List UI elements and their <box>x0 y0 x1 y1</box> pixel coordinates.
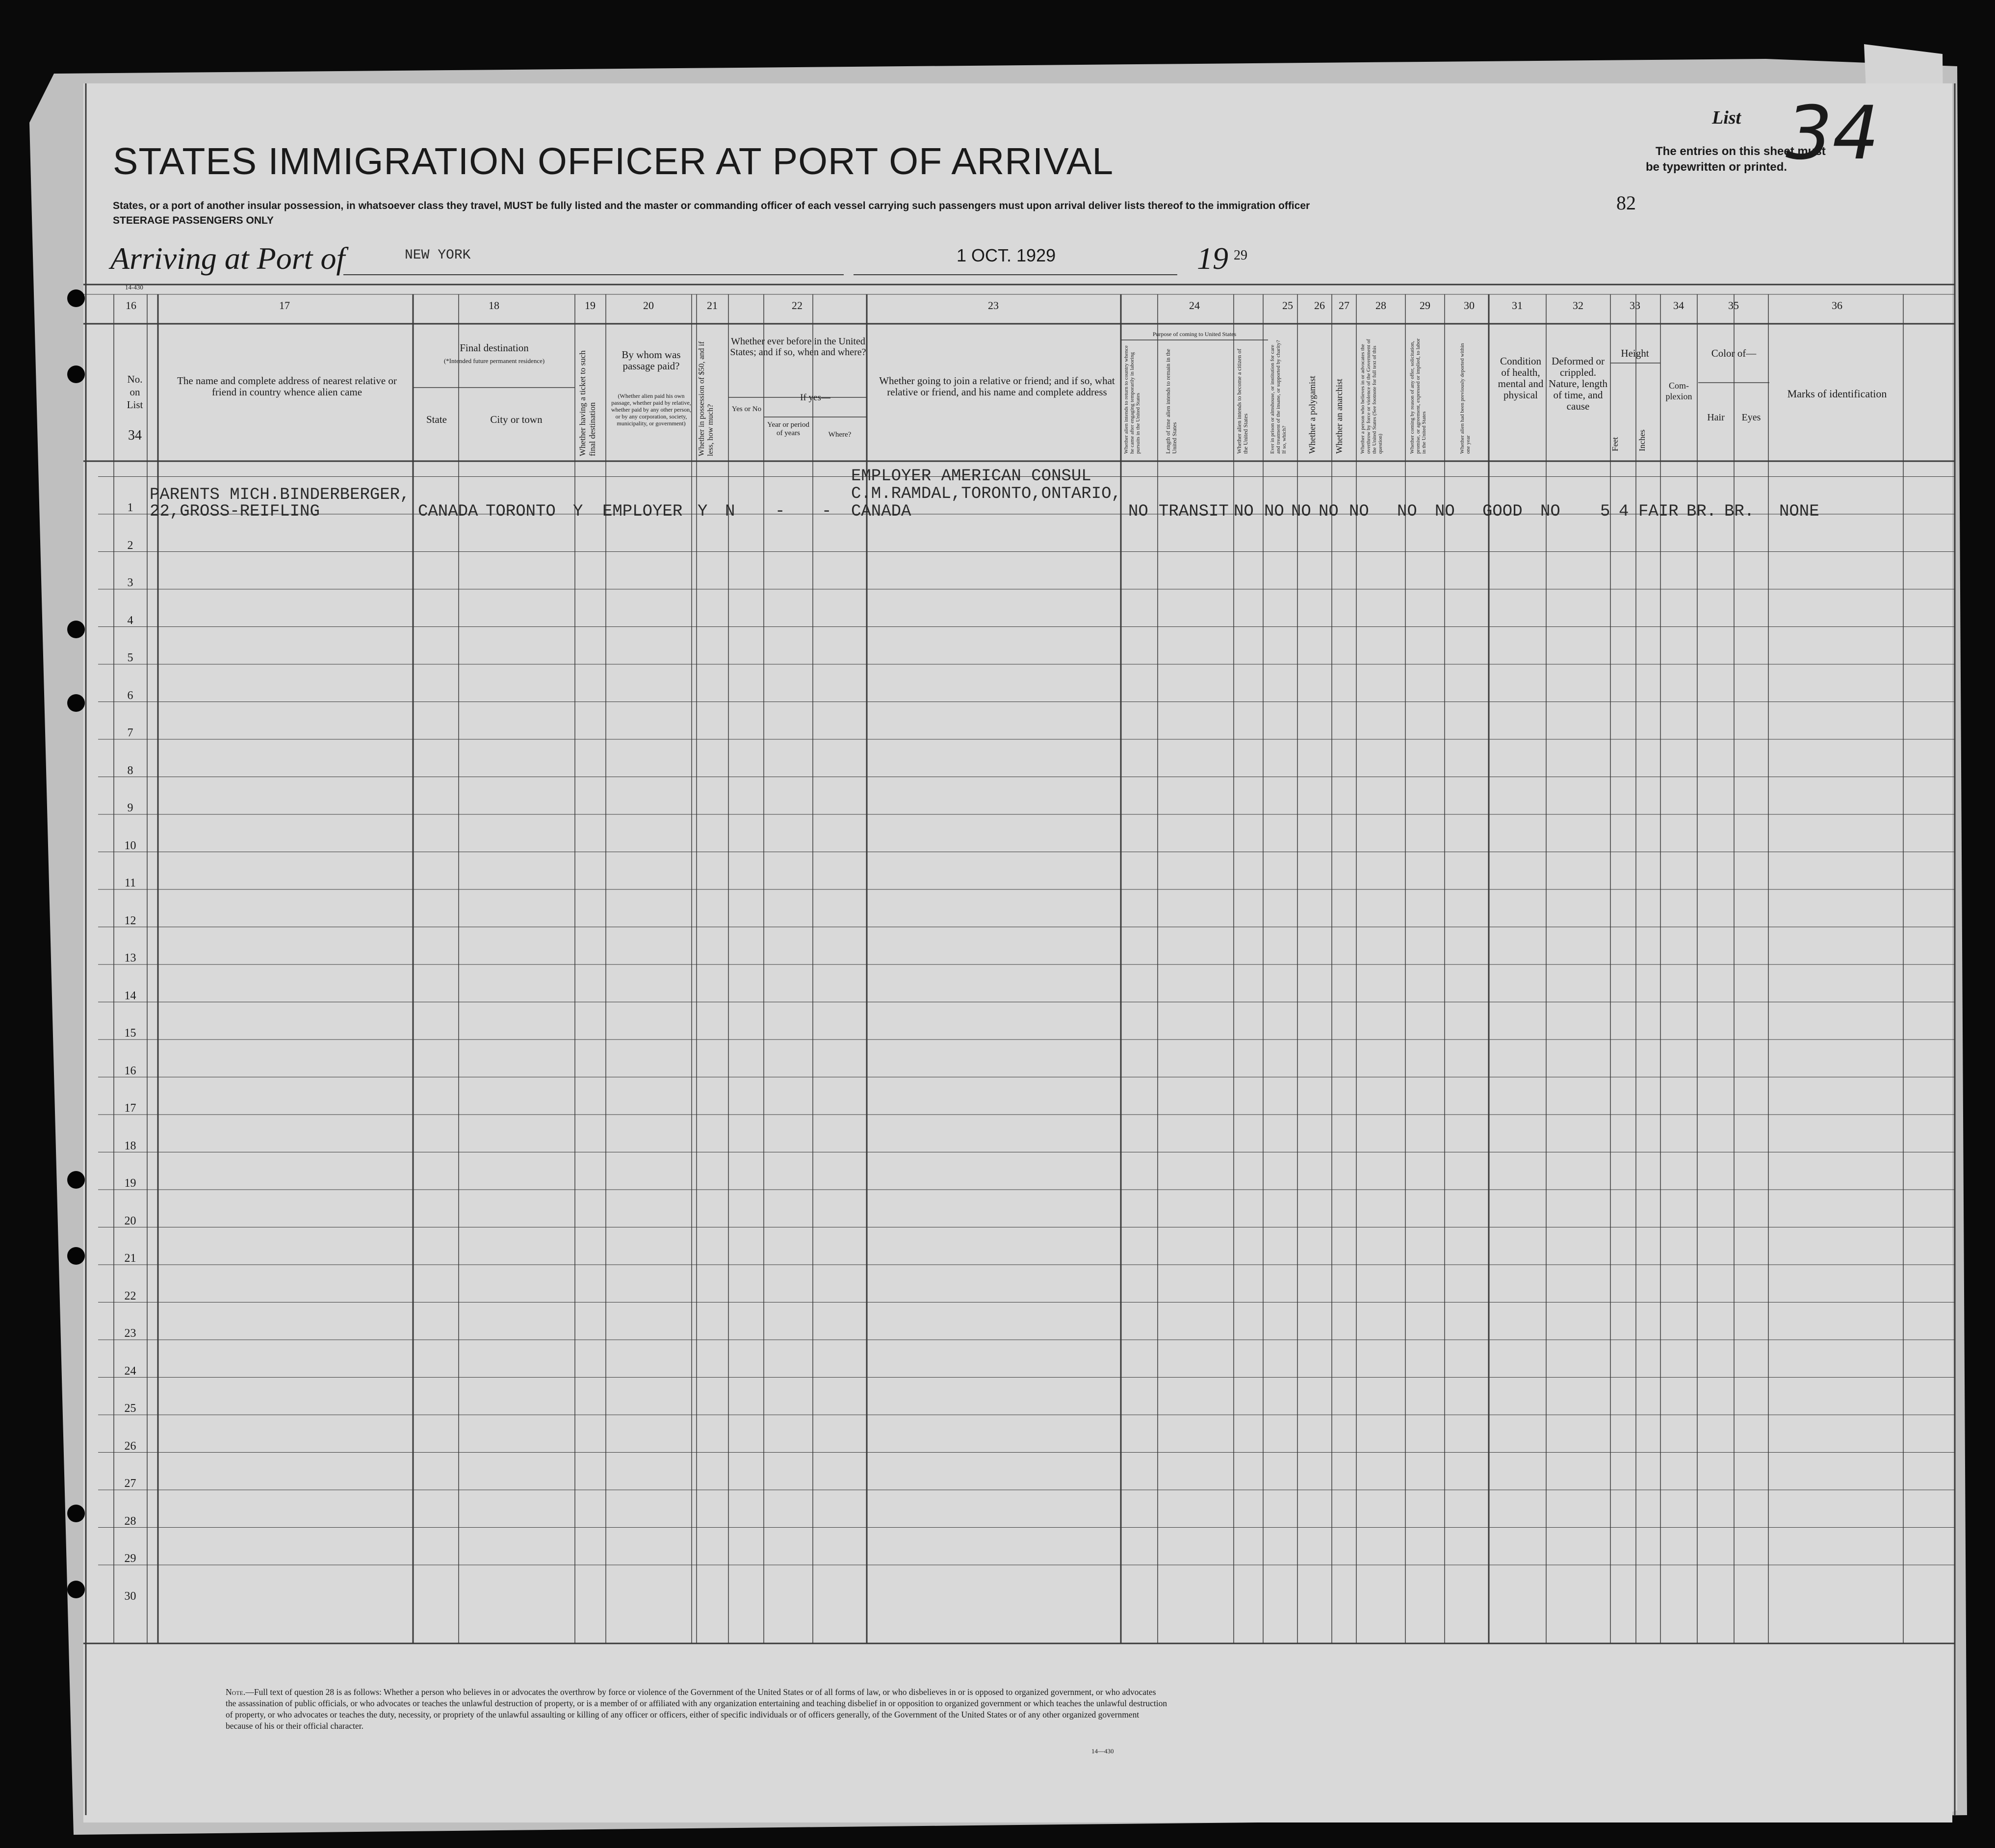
row-number: 5 <box>127 651 133 664</box>
destination-city: TORONTO <box>486 502 556 521</box>
row-number: 28 <box>124 1514 136 1528</box>
column-number: 31 <box>1512 299 1523 312</box>
form-number-top: 14-430 <box>125 284 143 291</box>
col16-no: No. <box>127 373 143 385</box>
column-number: 22 <box>792 299 803 312</box>
prison-value: NO <box>1264 502 1284 521</box>
col35-hair-header: Hair <box>1707 412 1725 423</box>
q30-value: NO <box>1435 502 1455 521</box>
col34-header: Com- plexion <box>1665 381 1692 401</box>
relative-address-line1: PARENTS MICH.BINDERBERGER, <box>150 486 410 504</box>
possession-50-value: Y <box>698 502 708 521</box>
row-number: 26 <box>124 1439 136 1453</box>
relative-address-line2: 22,GROSS-REIFLING <box>150 502 320 521</box>
intends-return-value: NO <box>1128 502 1148 521</box>
col35-eyes-header: Eyes <box>1741 412 1761 423</box>
col25-header: Ever in prison or almshouse, or institution for care and treatment of the insane, or supported by charity? If so, which? <box>1270 340 1287 454</box>
date-value: 1 OCT. 1929 <box>957 245 1056 265</box>
col18-state-header: State <box>426 414 447 425</box>
row-number: 20 <box>124 1214 136 1227</box>
column-number: 18 <box>489 299 499 312</box>
sheet-number: 82 <box>1616 192 1636 214</box>
row-number: 14 <box>124 989 136 1002</box>
joining-line3: CANADA <box>851 502 911 521</box>
column-number: 34 <box>1673 299 1684 312</box>
binding-hole <box>67 1581 85 1598</box>
binding-hole <box>67 289 85 307</box>
col17-header: The name and complete address of nearest relative or friend in country whence alien came <box>177 375 397 398</box>
entries-note-line1: The entries on this sheet must <box>1656 145 1826 158</box>
column-number: 35 <box>1728 299 1739 312</box>
col16-list-number: 34 <box>128 428 142 443</box>
row-number: 10 <box>124 839 136 852</box>
column-number: 16 <box>126 299 136 312</box>
row-number: 8 <box>127 764 133 777</box>
col22-yesno-header: Yes or No <box>731 405 762 413</box>
col21-header: Whether in possession of $50, and if less, how much? <box>698 341 715 456</box>
binding-hole <box>67 621 85 638</box>
passage-paid-by: EMPLOYER <box>602 502 683 521</box>
column-number: 27 <box>1339 299 1349 312</box>
col26-header: Whether a polygamist <box>1307 376 1317 454</box>
port-value: NEW YORK <box>405 248 471 263</box>
column-number: 30 <box>1464 299 1475 312</box>
col32-header: Deformed or crippled. Nature, length of time, and cause <box>1548 355 1608 412</box>
hair-value: BR. <box>1686 502 1717 521</box>
column-number: 24 <box>1189 299 1200 312</box>
q29-value: NO <box>1397 502 1417 521</box>
citizen-value: NO <box>1234 502 1254 521</box>
column-number: 20 <box>643 299 654 312</box>
col35-header: Color of— <box>1711 347 1757 359</box>
arriving-label: Arriving at Port of <box>110 241 345 276</box>
row-number: 29 <box>124 1552 136 1565</box>
page-title: STATES IMMIGRATION OFFICER AT PORT OF ARRIVAL <box>113 140 1114 182</box>
height-inches-value: 4 <box>1619 502 1629 521</box>
col20-header: By whom was passage paid? <box>622 349 681 372</box>
ticket-value: Y <box>573 502 583 521</box>
column-number: 17 <box>279 299 290 312</box>
row-number: 19 <box>124 1177 136 1190</box>
footnote-label: Note. <box>226 1687 246 1697</box>
deformed-value: NO <box>1540 502 1560 521</box>
col19-header: Whether having a ticket to such final destination <box>578 350 597 456</box>
row-number: 7 <box>127 727 133 739</box>
where-value: - <box>822 502 832 521</box>
column-number: 21 <box>707 299 718 312</box>
joining-line1: EMPLOYER AMERICAN CONSUL <box>851 467 1091 486</box>
destination-state: CANADA <box>418 502 478 521</box>
list-number-handwritten: 34 <box>1786 91 1879 176</box>
footnote <box>226 1687 1167 1732</box>
row-number: 25 <box>124 1402 136 1415</box>
eyes-value: BR. <box>1724 502 1755 521</box>
col22-ifyes-header: If yes— <box>800 392 830 403</box>
row-number: 13 <box>124 952 136 964</box>
col18-header: Final destination <box>460 342 529 354</box>
row-number: 15 <box>124 1027 136 1040</box>
col22-where-header: Where? <box>828 431 852 439</box>
col24a-header: Whether alien intends to return to country whence he came after engaging temporarily in laboring pursuits in the United States <box>1123 345 1141 454</box>
col18-subheader: (*Intended future permanent residence) <box>443 357 545 364</box>
footnote-text: —Full text of question 28 is as follows: Whether a person who believes in or advocates the overthrow by force or violence of the Government of the United States or of all forms of law, or who disbelieves in or is opposed to organized government, or who advocates the assassination of public officials, or who advocates or teaches the unlawful destruction of property, or is a member of or affiliated with any organization entertaining and teaching disbelief in or opposition to organized government or which teaches the unlawful destruction of property, or who advocates or teaches the duty, necessity, or propriety of the unlawful assaulting or killing of any officer or officers, either of specific individuals or of officers generally, of the Government of the United States or of any other organized government because of his or their official character. <box>226 1687 1167 1731</box>
health-value: GOOD <box>1482 502 1523 521</box>
row-number: 30 <box>124 1589 136 1603</box>
column-number: 29 <box>1420 299 1430 312</box>
col33-inches-header: Inches <box>1637 429 1647 451</box>
row-number: 23 <box>124 1327 136 1340</box>
row-number: 6 <box>127 689 133 702</box>
column-number: 36 <box>1832 299 1842 312</box>
year-prefix: 19 <box>1197 241 1228 276</box>
column-number: 25 <box>1282 299 1293 312</box>
column-number: 26 <box>1314 299 1325 312</box>
binding-hole <box>67 1171 85 1189</box>
row-number: 22 <box>124 1289 136 1302</box>
q28-value: NO <box>1349 502 1369 521</box>
anarchist-value: NO <box>1319 502 1339 521</box>
column-number: 33 <box>1630 299 1640 312</box>
column-number: 23 <box>988 299 999 312</box>
ever-before-value: N <box>725 502 735 521</box>
col33-feet-header: Feet <box>1610 437 1620 451</box>
year-suffix: 29 <box>1234 248 1247 263</box>
page-subtitle: States, or a port of another insular possession, in whatsoever class they travel, MUST be fully listed and the master or commanding officer of each vessel carrying such passengers must upon arrival deliver lists thereof to the immigration officer <box>113 200 1310 211</box>
col20-subheader: (Whether alien paid his own passage, whether paid by relative, whether paid by any other person, or by any corporation, society, municipality, or government) <box>611 392 692 427</box>
row-number: 27 <box>124 1477 136 1490</box>
col31-header: Condition of health, mental and physical <box>1498 355 1544 401</box>
row-number: 9 <box>127 802 133 814</box>
col27-header: Whether an anarchist <box>1334 379 1344 454</box>
marks-value: NONE <box>1779 502 1819 521</box>
entries-note-line2: be typewritten or printed. <box>1646 160 1788 174</box>
col18-city-header: City or town <box>490 414 543 425</box>
binding-hole <box>67 365 85 383</box>
row-number: 4 <box>127 614 133 627</box>
col29-header: Whether coming by reason of any offer, solicitation, promise, or agreement, expressed or implied, to labor in the United States <box>1409 338 1427 454</box>
row-number: 11 <box>124 877 136 889</box>
col22-header: Whether ever before in the United States; and if so, when and where? <box>730 336 866 358</box>
col28-header: Whether a person who believes in or advocates the overthrow by force or violence of the Government of the United States (See footnote for full text of this question) <box>1360 339 1383 454</box>
row-number: 3 <box>127 576 133 589</box>
row-number: 16 <box>124 1064 136 1077</box>
column-number: 32 <box>1573 299 1583 312</box>
period-value: - <box>775 502 785 521</box>
row-number: 18 <box>124 1139 136 1152</box>
list-label: List <box>1712 107 1741 128</box>
col24c-header: Whether alien intends to become a citizen of the United States <box>1236 348 1249 454</box>
col33-header: Height <box>1621 347 1649 359</box>
binding-hole <box>67 694 85 712</box>
col30-header: Whether alien had been previously deported within one year <box>1459 343 1471 454</box>
column-number: 28 <box>1375 299 1386 312</box>
col16-list: List <box>127 399 143 411</box>
polygamist-value: NO <box>1291 502 1311 521</box>
col24b-header: Length of time alien intends to remain in the United States <box>1165 349 1178 454</box>
row-number: 12 <box>124 914 136 927</box>
col36-header: Marks of identification <box>1787 388 1887 400</box>
col24-header: Purpose of coming to United States <box>1152 331 1237 338</box>
steerage-label: STEERAGE PASSENGERS ONLY <box>113 215 274 226</box>
col22-period-header: Year or period of years <box>767 421 809 437</box>
row-number: 17 <box>124 1102 136 1115</box>
column-number: 19 <box>585 299 596 312</box>
length-of-stay-value: TRANSIT <box>1159 502 1229 521</box>
page <box>83 83 1952 1822</box>
col23-header: Whether going to join a relative or friend; and if so, what relative or friend, and his name and complete address <box>879 375 1115 398</box>
row-number: 24 <box>124 1364 136 1378</box>
col16-on: on <box>130 386 140 398</box>
binding-hole <box>67 1247 85 1265</box>
binding-hole <box>67 1505 85 1522</box>
row-number: 1 <box>127 501 133 514</box>
form-number-bottom: 14—430 <box>1091 1747 1114 1755</box>
height-feet-value: 5 <box>1600 502 1610 521</box>
row-number: 21 <box>124 1252 136 1265</box>
row-number: 2 <box>127 539 133 552</box>
complexion-value: FAIR <box>1638 502 1679 521</box>
col16-header <box>118 373 152 411</box>
joining-line2: C.M.RAMDAL,TORONTO,ONTARIO, <box>851 485 1121 503</box>
